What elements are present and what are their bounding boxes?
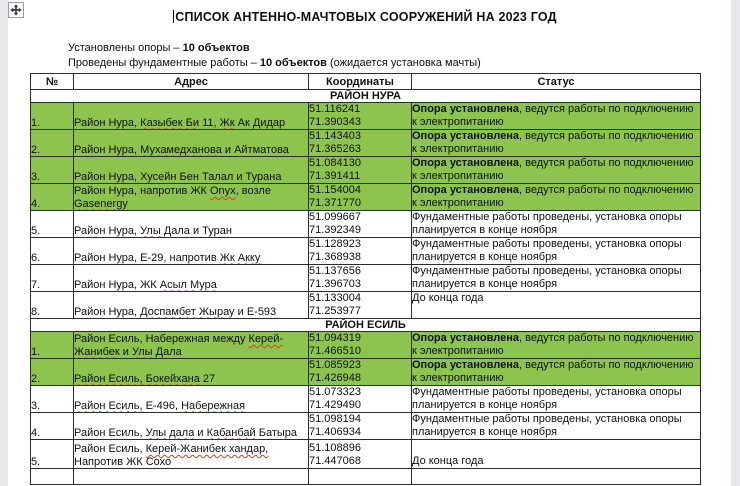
cell-coordinates[interactable] <box>309 469 412 485</box>
coordinate-value: 51.073323 <box>309 386 361 398</box>
section-header-row[interactable] <box>31 90 701 103</box>
coordinate-value: 51.128923 <box>309 238 361 250</box>
text-segment: Установлены опоры – <box>68 42 183 54</box>
coordinate-value: 51.154004 <box>309 184 361 196</box>
table-row[interactable] <box>31 157 701 184</box>
text-segment: Е-496, <box>142 399 182 412</box>
coordinate-value: 51.116241 <box>309 103 361 115</box>
text-segment: Район Нура, <box>74 305 141 318</box>
cell-number[interactable]: 2. <box>31 130 74 157</box>
cell-coordinates[interactable] <box>309 413 412 440</box>
text-segment: Батыра <box>255 426 298 439</box>
coordinate-value: 71.392349 <box>309 224 361 236</box>
coordinate-value: 71.391411 <box>309 170 361 182</box>
cell-number[interactable]: 6. <box>31 238 74 265</box>
cell-coordinates[interactable] <box>309 265 412 292</box>
table-row[interactable] <box>31 103 701 130</box>
cell-number[interactable]: 4. <box>31 413 74 440</box>
cell-number[interactable]: 3. <box>31 157 74 184</box>
section-title: РАЙОН ЕСИЛЬ <box>31 319 701 332</box>
misspelled-text: Улы <box>132 345 153 358</box>
cell-status[interactable] <box>412 332 701 359</box>
cell-status[interactable] <box>412 211 701 238</box>
table-row[interactable] <box>31 386 701 413</box>
text-segment: Опора установлена <box>412 332 519 344</box>
cell-address[interactable] <box>74 292 309 319</box>
cell-number[interactable]: 1. <box>31 103 74 130</box>
cell-address[interactable] <box>74 265 309 292</box>
cell-status[interactable] <box>412 359 701 386</box>
coordinate-value: 71.396703 <box>309 278 361 290</box>
coordinate-value: 51.133004 <box>309 292 361 304</box>
structures-table[interactable] <box>30 73 701 485</box>
text-segment: и Айтматова <box>221 143 289 156</box>
cell-coordinates[interactable] <box>309 130 412 157</box>
cell-status[interactable] <box>412 184 701 211</box>
misspelled-text: Керей-Жанибек <box>74 333 284 358</box>
cell-number[interactable]: 8. <box>31 292 74 319</box>
text-segment: и <box>194 426 207 439</box>
text-segment: Фундаментные работы проведены, установка опоры планируется в конце ноября <box>412 265 682 290</box>
coordinate-value: 71.253977 <box>309 305 361 317</box>
column-header[interactable]: Координаты <box>309 74 412 90</box>
coordinate-value: 71.368938 <box>309 251 361 263</box>
table-row[interactable] <box>31 440 701 469</box>
text-segment: Фундаментные работы проведены, установка опоры планируется в конце ноября <box>412 211 682 236</box>
text-segment: и <box>119 345 132 358</box>
text-segment: До конца года <box>412 455 484 467</box>
text-segment: Район Есиль, <box>74 443 146 455</box>
cell-address[interactable] <box>74 211 309 238</box>
cell-coordinates[interactable] <box>309 292 412 319</box>
text-segment: Ак Дидар <box>234 116 286 129</box>
coordinate-value: 51.085923 <box>309 359 361 371</box>
text-segment: Район Нура, напротив ЖК <box>74 185 210 197</box>
text-segment: Фундаментные работы проведены, установка опоры планируется в конце ноября <box>412 386 682 411</box>
section-title: РАЙОН НУРА <box>31 90 701 103</box>
text-segment: 27 <box>199 372 216 385</box>
text-segment: Район Нура, Е-29, напротив <box>74 251 220 264</box>
cell-address[interactable] <box>74 332 309 359</box>
move-icon <box>10 4 22 16</box>
coordinate-value: 71.466510 <box>309 345 361 357</box>
table-move-handle[interactable] <box>8 2 24 18</box>
text-segment: Район Нура, <box>74 116 141 129</box>
text-segment: Район Нура, ЖК <box>74 278 160 291</box>
text-segment: Опора установлена <box>412 157 519 169</box>
column-header[interactable]: Статус <box>412 74 701 90</box>
text-segment: 11, <box>199 116 220 129</box>
cell-number[interactable]: 2. <box>31 359 74 386</box>
cell-status[interactable] <box>412 130 701 157</box>
misspelled-text: Улы <box>140 224 161 237</box>
summary-line-foundation[interactable] <box>68 57 481 69</box>
coordinate-value: 51.094319 <box>309 332 361 344</box>
cell-address[interactable] <box>74 238 309 265</box>
misspelled-text: Доспамбет Жырау <box>140 305 235 318</box>
cell-status[interactable] <box>412 103 701 130</box>
table-row[interactable] <box>31 184 701 211</box>
cell-address[interactable] <box>74 359 309 386</box>
cell-coordinates[interactable] <box>309 157 412 184</box>
page-title: СПИСОК АНТЕННО-МАЧТОВЫХ СООРУЖЕНИЙ НА 2023 ГОД <box>175 10 557 24</box>
misspelled-text: Onyx <box>210 185 236 197</box>
right-scroll-margin[interactable] <box>731 0 740 486</box>
text-segment: Проведены фундаментные работы – <box>68 57 260 69</box>
table-row[interactable] <box>31 238 701 265</box>
text-segment: Дала и Туран <box>160 224 232 237</box>
cell-number[interactable]: 7. <box>31 265 74 292</box>
cell-coordinates[interactable] <box>309 238 412 265</box>
table-row[interactable] <box>31 359 701 386</box>
misspelled-text: Мухамедханова <box>140 143 222 156</box>
text-segment: Опора установлена <box>412 184 519 196</box>
misspelled-text: Gasenergy <box>74 197 128 210</box>
coordinate-value: 71.447068 <box>309 455 361 467</box>
text-segment: Опора установлена <box>412 130 519 142</box>
misspelled-text: Казыбек Би <box>140 116 200 129</box>
cell-status[interactable] <box>412 292 701 319</box>
text-segment: Район Есиль, <box>74 426 146 439</box>
text-segment: Фундаментные работы проведены, установка опоры планируется в конце ноября <box>412 238 682 263</box>
left-margin-strip <box>0 0 8 486</box>
table-row-partial[interactable] <box>31 469 701 485</box>
table-row[interactable] <box>31 211 701 238</box>
text-segment: и Е-593 <box>234 305 277 318</box>
text-segment: , ведутся работы по подключению к электропитанию <box>412 103 694 128</box>
misspelled-text: Кабанбай <box>206 426 256 439</box>
text-segment: , возле <box>235 185 271 197</box>
cell-number[interactable]: 4. <box>31 184 74 211</box>
cell-address[interactable] <box>74 103 309 130</box>
text-segment: Дала <box>152 345 182 358</box>
text-segment: , ведутся работы по подключению к электропитанию <box>412 157 694 182</box>
text-segment: 10 объектов <box>182 42 250 54</box>
coordinate-value: 71.426948 <box>309 372 361 384</box>
coordinate-value: 51.084130 <box>309 157 361 169</box>
text-segment: , ведутся работы по подключению к электропитанию <box>412 130 694 155</box>
coordinate-value: 51.143403 <box>309 130 361 142</box>
text-segment: , ведутся работы по подключению к электропитанию <box>412 332 694 357</box>
misspelled-text: Набережная <box>181 399 246 412</box>
text-segment: (ожидается установка мачты) <box>326 57 481 69</box>
coordinate-value: 71.429490 <box>309 399 361 411</box>
cell-number[interactable]: 5. <box>31 440 74 469</box>
misspelled-text: Район Есиль, Бокейхана <box>74 372 200 385</box>
misspelled-text: Жк <box>219 116 235 129</box>
cell-status[interactable] <box>412 413 701 440</box>
cell-status[interactable] <box>412 157 701 184</box>
text-segment: Напротив ЖК Сохо <box>74 455 172 468</box>
cell-status[interactable] <box>412 386 701 413</box>
cell-coordinates[interactable] <box>309 103 412 130</box>
misspelled-text: Керей-Жанибек хандар, <box>145 443 269 455</box>
text-segment: До конца года <box>412 292 484 304</box>
text-segment: 10 объектов <box>259 57 327 69</box>
cell-address[interactable] <box>74 157 309 184</box>
text-segment: Район Нура, Хусейн Бен Талал и Турана <box>74 170 282 183</box>
text-segment: Фундаментные работы проведены, установка опоры планируется в конце ноября <box>412 413 682 438</box>
summary-line-installed[interactable] <box>68 42 250 54</box>
cell-status[interactable] <box>412 469 701 485</box>
cell-address[interactable] <box>74 440 309 469</box>
coordinate-value: 51.098194 <box>309 413 361 425</box>
section-header-row[interactable] <box>31 319 701 332</box>
cell-number[interactable] <box>31 469 74 485</box>
text-segment: Район Есиль, Набережная между <box>74 333 249 345</box>
text-segment: , ведутся работы по подключению к электропитанию <box>412 359 694 384</box>
cell-address[interactable] <box>74 130 309 157</box>
cell-address[interactable] <box>74 386 309 413</box>
coordinate-value: 51.108896 <box>309 442 361 454</box>
coordinate-value: 51.137656 <box>309 265 361 277</box>
cell-address[interactable] <box>74 469 309 485</box>
cell-coordinates[interactable] <box>309 211 412 238</box>
cell-number[interactable]: 3. <box>31 386 74 413</box>
misspelled-text: Асыл Мура <box>159 278 217 291</box>
coordinate-value: 71.371770 <box>309 197 361 209</box>
cell-address[interactable] <box>74 413 309 440</box>
table-row[interactable] <box>31 130 701 157</box>
cell-coordinates[interactable] <box>309 359 412 386</box>
cell-address[interactable] <box>74 184 309 211</box>
table-row[interactable] <box>31 292 701 319</box>
text-segment: , ведутся работы по подключению к электропитанию <box>412 184 694 209</box>
misspelled-text: Жк Акку <box>219 251 261 264</box>
document-title-row[interactable] <box>30 10 700 24</box>
text-segment: Опора установлена <box>412 103 519 115</box>
coordinate-value: 71.390343 <box>309 116 361 128</box>
coordinate-value: 51.099667 <box>309 211 361 223</box>
cell-status[interactable] <box>412 238 701 265</box>
cell-coordinates[interactable] <box>309 440 412 469</box>
cell-coordinates[interactable] <box>309 184 412 211</box>
cell-status[interactable] <box>412 440 701 469</box>
text-segment: Район Нура, <box>74 143 141 156</box>
column-header[interactable]: Адрес <box>74 74 309 90</box>
table-row[interactable] <box>31 265 701 292</box>
misspelled-text: Улы дала <box>145 426 195 439</box>
table-row[interactable] <box>31 332 701 359</box>
coordinate-value: 71.406934 <box>309 426 361 438</box>
coordinate-value: 71.365263 <box>309 143 361 155</box>
text-segment: Опора установлена <box>412 359 519 371</box>
cell-coordinates[interactable] <box>309 386 412 413</box>
cell-coordinates[interactable] <box>309 332 412 359</box>
misspelled-text: Район Есиль, <box>74 399 143 412</box>
column-header[interactable]: № <box>31 74 74 90</box>
text-segment: Район Нура, <box>74 224 141 237</box>
table-header-row[interactable] <box>31 74 701 90</box>
cell-status[interactable] <box>412 265 701 292</box>
cell-number[interactable]: 1. <box>31 332 74 359</box>
cell-number[interactable]: 5. <box>31 211 74 238</box>
table-row[interactable] <box>31 413 701 440</box>
